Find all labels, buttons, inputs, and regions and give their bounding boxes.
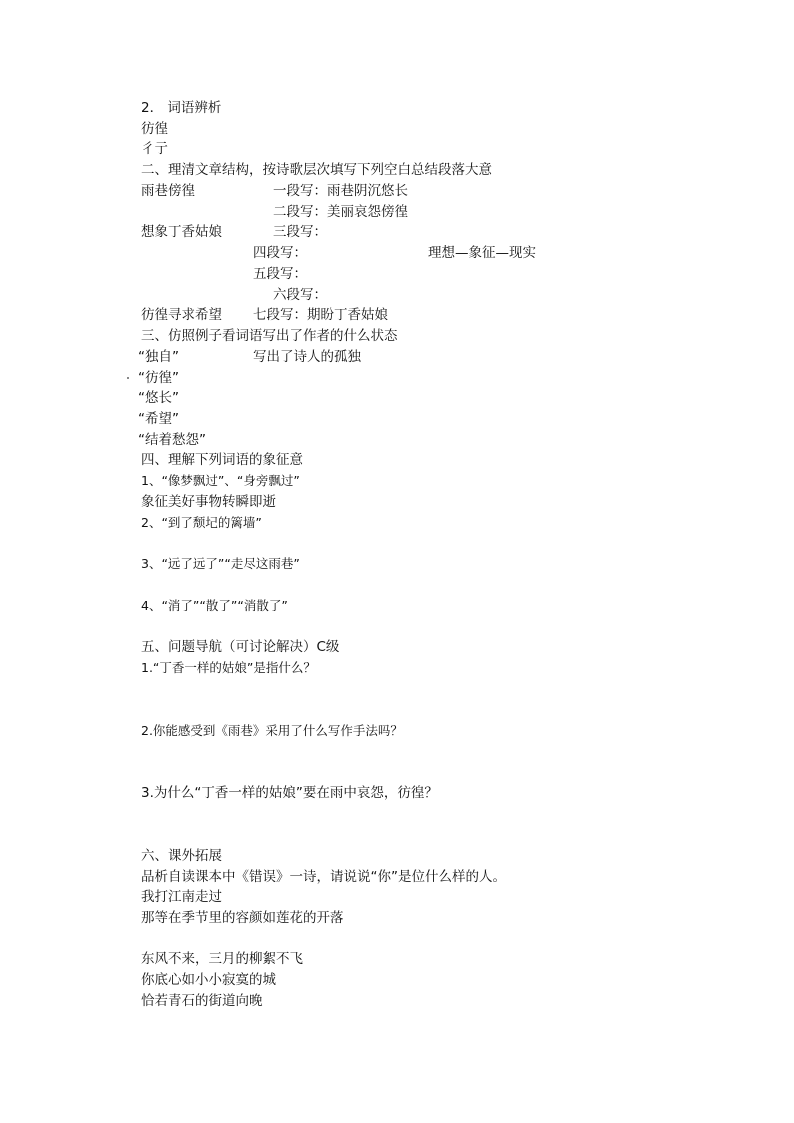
- symbol-question-1: 1、“像梦飘过”、“身旁飘过”: [141, 473, 300, 488]
- poem-line: 你底心如小小寂寞的城: [141, 972, 276, 988]
- guide-question-2: 2.你能感受到《雨巷》采用了什么写作手法吗？: [141, 723, 403, 738]
- word-panghuang: 彷徨: [141, 121, 168, 137]
- word-chichu: 彳亍: [141, 141, 168, 157]
- symbol-answer-1: 象征美好事物转瞬即逝: [141, 494, 276, 510]
- symbol-question-4: 4、“消了”“散了”“消散了”: [141, 598, 288, 613]
- guide-question-1: 1.“丁香一样的姑娘”是指什么？: [141, 660, 316, 675]
- word-item: “彷徨”: [138, 370, 179, 386]
- stray-mark: [127, 377, 129, 379]
- word-item: “结着愁怨”: [138, 432, 206, 448]
- poem-line: 那等在季节里的容颜如莲花的开落: [141, 910, 344, 926]
- section-3-heading: 三、仿照例子看词语写出了作者的什么状态: [141, 328, 398, 344]
- paragraph-5-summary: 五段写：: [253, 266, 307, 282]
- structure-left-2: 想象丁香姑娘: [141, 224, 222, 240]
- paragraph-6-summary: 六段写：: [273, 287, 327, 303]
- poem-line: 恰若青石的街道向晚: [141, 993, 263, 1009]
- symbol-question-3: 3、“远了远了”“走尽这雨巷”: [141, 556, 300, 571]
- paragraph-4-summary: 四段写：: [253, 245, 307, 261]
- structure-left-3: 彷徨寻求希望: [141, 307, 222, 323]
- structure-left-1: 雨巷傍徨: [141, 183, 195, 199]
- section-5-heading: 五、问题导航（可讨论解决）C级: [141, 639, 340, 655]
- word-item: “悠长”: [138, 390, 179, 406]
- poem-line: 东风不来，三月的柳絮不飞: [141, 951, 303, 967]
- section-2-heading: 二、理清文章结构，按诗歌层次填写下列空白总结段落大意: [141, 162, 492, 178]
- guide-question-3: 3.为什么“丁香一样的姑娘”要在雨中哀怨，彷徨？: [141, 785, 438, 801]
- item-2-word-analysis: 2． 词语辨析: [141, 100, 222, 116]
- section-6-heading: 六、课外拓展: [141, 848, 222, 864]
- symbol-question-2: 2、“到了颓圮的篱墙”: [141, 515, 262, 530]
- poem-line: 我打江南走过: [141, 889, 222, 905]
- paragraph-7-summary: 七段写：期盼丁香姑娘: [253, 307, 388, 323]
- section-4-heading: 四、理解下列词语的象征意: [141, 452, 303, 468]
- paragraph-3-summary: 三段写：: [273, 224, 327, 240]
- example-word: “独自”: [138, 349, 179, 365]
- structure-note: 理想—象征—现实: [428, 245, 536, 261]
- extension-prompt: 品析自读课本中《错误》一诗，请说说“你”是位什么样的人。: [141, 869, 506, 885]
- paragraph-1-summary: 一段写：雨巷阴沉悠长: [273, 183, 408, 199]
- paragraph-2-summary: 二段写：美丽哀怨傍徨: [273, 204, 408, 220]
- example-answer: 写出了诗人的孤独: [253, 349, 361, 365]
- word-item: “希望”: [138, 411, 179, 427]
